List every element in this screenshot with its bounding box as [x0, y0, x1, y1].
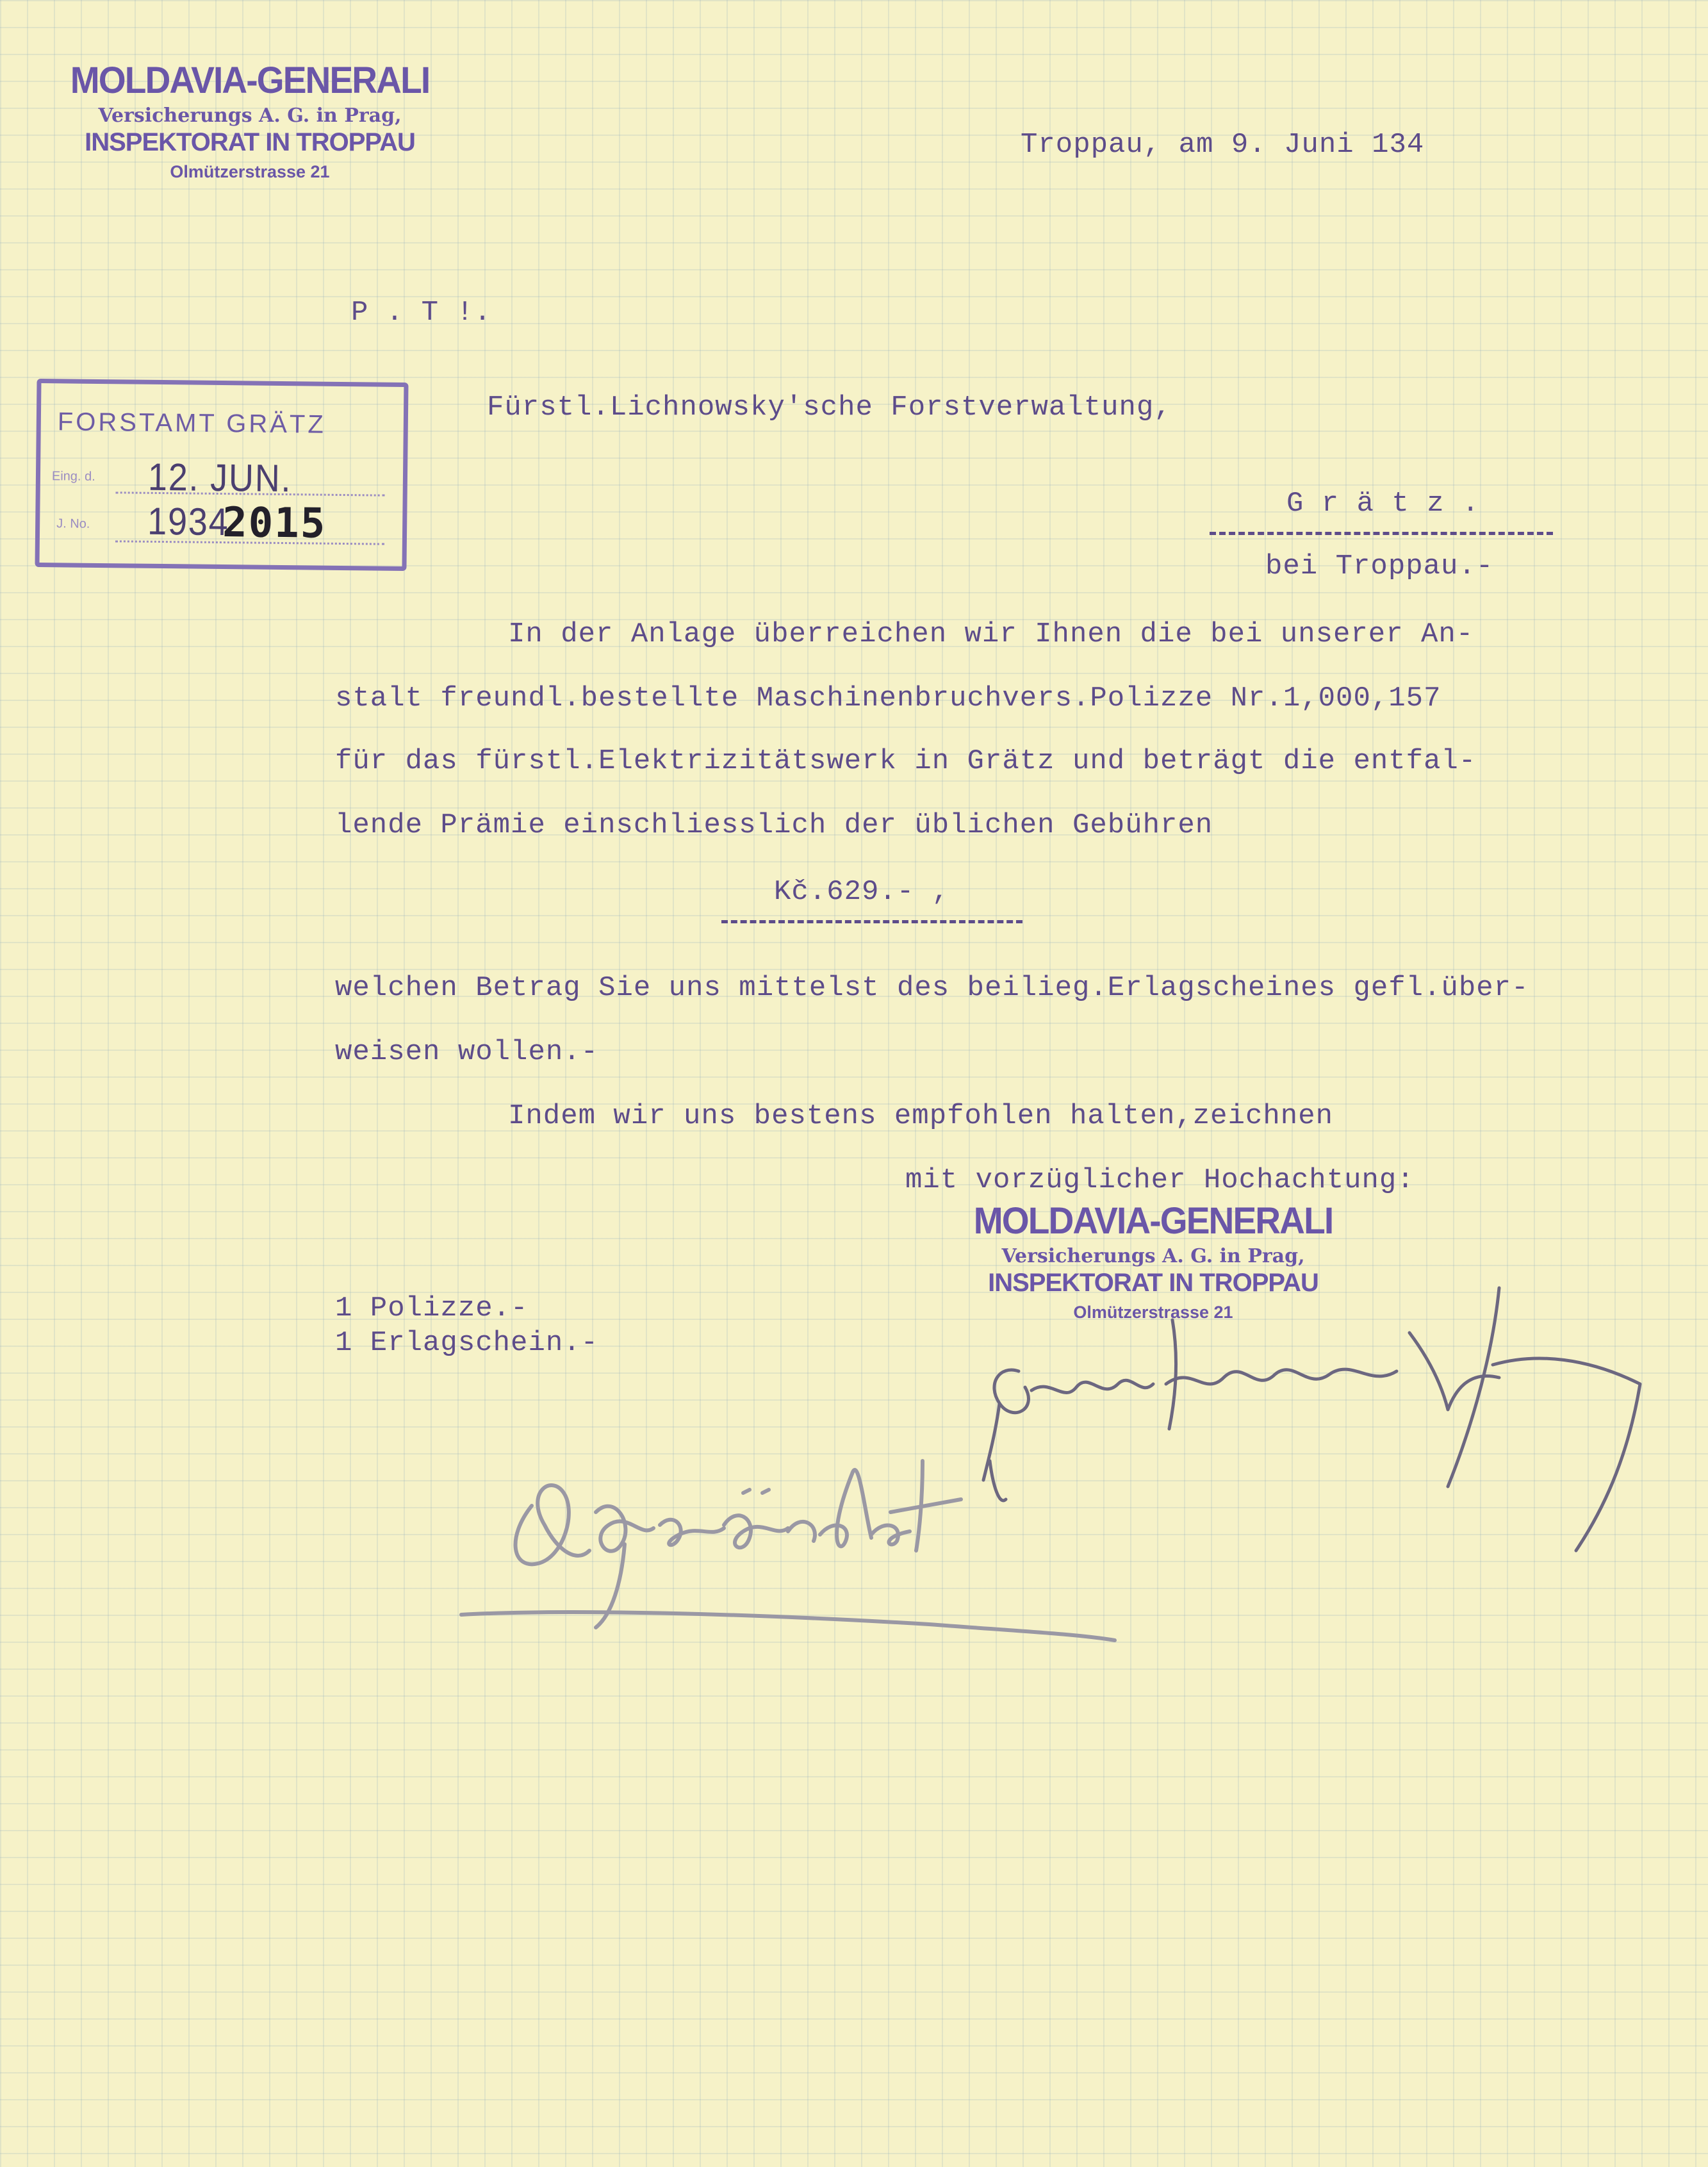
signature-stamp-inspektorat: INSPEKTORAT IN TROPPAU — [988, 1269, 1318, 1297]
salutation: P . T !. — [351, 297, 492, 329]
body-line-1: In der Anlage überreichen wir Ihnen die bei unserer An- — [508, 618, 1474, 650]
body-line-2: stalt freundl.bestellte Maschinenbruchvers.Polizze Nr.1,000,157 — [335, 682, 1441, 714]
received-date: 12. JUN. 1934 — [147, 455, 292, 544]
enclosure-policy: 1 Polizze.- — [335, 1292, 529, 1324]
premium-amount: Kč.629.- , — [774, 876, 950, 908]
manager-signature-drawing — [983, 1288, 1640, 1551]
body-line-3: für das fürstl.Elektrizitätswerk in Grätz und beträgt die entfal- — [335, 745, 1477, 777]
signature-stamp-company: MOLDAVIA-GENERALI — [973, 1200, 1333, 1242]
signature-stamp-address: Olmützerstrasse 21 — [1073, 1303, 1233, 1322]
body-line-6: weisen wollen.- — [335, 1036, 599, 1068]
abgeandert-pencil-annotation — [461, 1461, 1115, 1640]
journal-number: 2015 — [222, 499, 327, 548]
received-label: Eing. d. — [51, 469, 95, 484]
closing-line: mit vorzüglicher Hochachtung: — [905, 1164, 1415, 1196]
number-label: J. No. — [56, 516, 90, 531]
enclosure-payment-slip: 1 Erlagschein.- — [335, 1327, 599, 1359]
date-line: Troppau, am 9. Juni 134 — [1021, 129, 1425, 161]
body-line-4: lende Prämie einschliesslich der üblichen Gebühren — [335, 809, 1213, 841]
letterhead-company: MOLDAVIA-GENERALI — [70, 60, 430, 101]
letterhead-subtitle: Versicherungs A. G. in Prag, — [98, 104, 402, 127]
body-line-5: welchen Betrag Sie uns mittelst des beilieg.Erlagscheines gefl.über- — [335, 972, 1529, 1004]
letterhead-inspektorat: INSPEKTORAT IN TROPPAU — [85, 128, 415, 156]
body-line-7: Indem wir uns bestens empfohlen halten,zeichnen — [508, 1100, 1334, 1132]
recipient-city: G r ä t z . — [1286, 488, 1480, 520]
recipient-name: Fürstl.Lichnowsky'sche Forstverwaltung, — [487, 391, 1172, 424]
recipient-region: bei Troppau.- — [1265, 550, 1494, 582]
signature-stamp-subtitle: Versicherungs A. G. in Prag, — [1001, 1245, 1305, 1267]
letterhead-address: Olmützerstrasse 21 — [170, 162, 330, 181]
forstamt-stamp-title: FORSTAMT GRÄTZ — [57, 408, 327, 439]
